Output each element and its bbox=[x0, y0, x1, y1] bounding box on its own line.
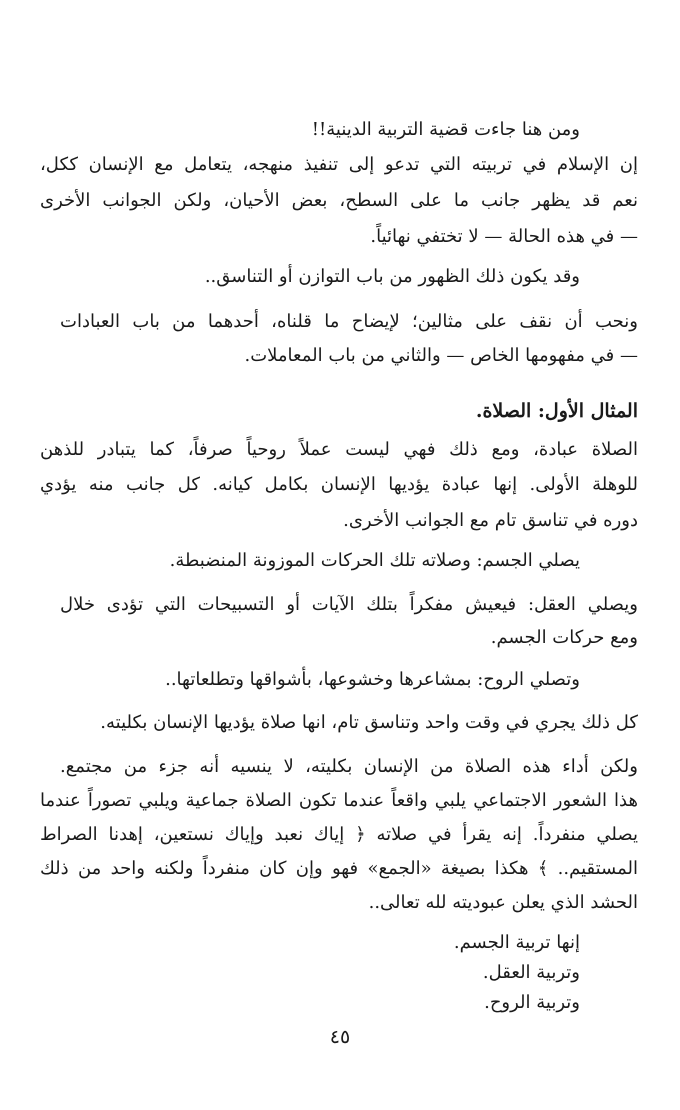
paragraph-line: ونحب أن نقف على مثالين؛ لإيضاح ما قلناه، أحدهما من باب العبادات bbox=[60, 311, 638, 332]
paragraph-line: إن الإسلام في تربيته التي تدعو إلى تنفيذ منهجه، يتعامل مع الإنسان ككل، bbox=[40, 154, 638, 175]
paragraph-line: ولكن أداء هذه الصلاة من الإنسان بكليته، لا ينسيه أنه جزء من مجتمع. bbox=[60, 756, 638, 777]
paragraph-line: — في هذه الحالة — لا تختفي نهائياً. bbox=[370, 226, 638, 247]
paragraph-line: نعم قد يظهر جانب ما على السطح، بعض الأحيان، ولكن الجوانب الأخرى bbox=[40, 190, 638, 211]
list-item: وتربية العقل. bbox=[482, 962, 580, 983]
list-item: وتربية الروح. bbox=[484, 992, 580, 1013]
paragraph-line: المستقيم.. ﴾ هكذا بصيغة «الجمع» فهو وإن كان منفرداً ولكنه واحد من ذلك bbox=[40, 858, 638, 879]
paragraph-line: وقد يكون ذلك الظهور من باب التوازن أو التناسق.. bbox=[204, 266, 580, 287]
paragraph-line: دوره في تناسق تام مع الجوانب الأخرى. bbox=[343, 510, 638, 531]
page-number: ٤٥ bbox=[329, 1026, 351, 1048]
list-item: إنها تربية الجسم. bbox=[453, 932, 580, 953]
intro-line: ومن هنا جاءت قضية التربية الدينية!! bbox=[311, 119, 580, 140]
paragraph-line: وتصلي الروح: بمشاعرها وخشوعها، بأشواقها وتطلعاتها.. bbox=[165, 669, 580, 690]
paragraph-line: ومع حركات الجسم. bbox=[490, 627, 638, 648]
paragraph-line: — في مفهومها الخاص — والثاني من باب المعاملات. bbox=[244, 345, 638, 366]
section-heading: المثال الأول: الصلاة. bbox=[475, 400, 638, 422]
paragraph-line: الحشد الذي يعلن عبوديته لله تعالى.. bbox=[368, 892, 638, 913]
paragraph-line: ويصلي العقل: فيعيش مفكراً بتلك الآيات أو التسبيحات التي تؤدى خلال bbox=[60, 594, 638, 615]
paragraph-line: الصلاة عبادة، ومع ذلك فهي ليست عملاً روحياً صرفاً، كما يتبادر للذهن bbox=[40, 439, 638, 460]
paragraph-line: كل ذلك يجري في وقت واحد وتناسق تام، انها صلاة يؤديها الإنسان بكليته. bbox=[100, 712, 638, 733]
paragraph-line: للوهلة الأولى. إنها عبادة يؤديها الإنسان بكامل كيانه. كل جانب منه يؤدي bbox=[40, 474, 638, 495]
paragraph-line: هذا الشعور الاجتماعي يلبي واقعاً عندما تكون الصلاة جماعية ويلبي تصوراً عندما bbox=[40, 790, 638, 811]
paragraph-line: يصلي الجسم: وصلاته تلك الحركات الموزونة المنضبطة. bbox=[169, 550, 580, 571]
paragraph-line: يصلي منفرداً. إنه يقرأ في صلاته ﴿ إياك نعبد وإياك نستعين، إهدنا الصراط bbox=[40, 824, 638, 845]
